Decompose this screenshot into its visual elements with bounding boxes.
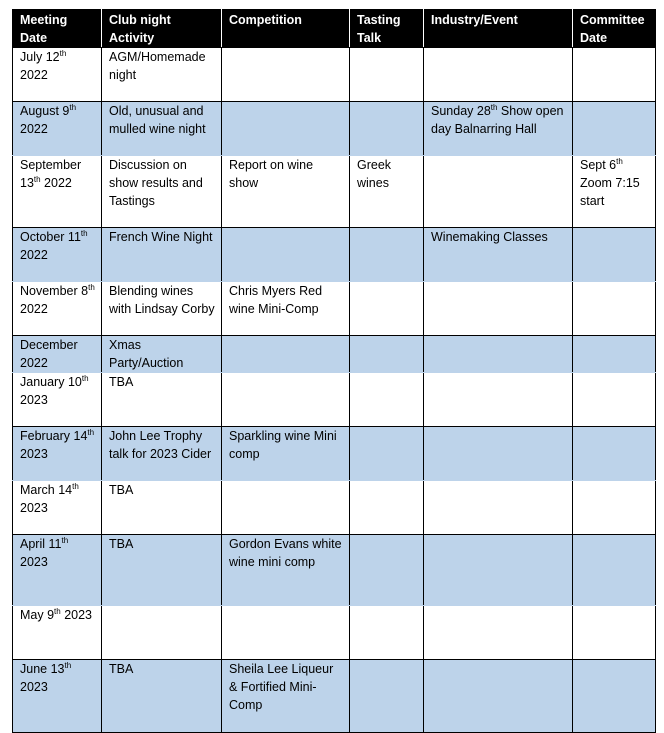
cell-meeting-date: October 11th 2022 — [13, 228, 102, 282]
cell-meeting-date: November 8th 2022 — [13, 282, 102, 336]
table-row — [13, 228, 656, 282]
header-committee-date: Committee Date — [573, 10, 656, 48]
cell-committee-date — [573, 48, 656, 102]
cell-tasting-talk: Greek wines — [350, 156, 424, 228]
cell-club-night-activity: TBA — [102, 481, 222, 535]
table-row — [13, 373, 656, 427]
cell-committee-date — [573, 481, 656, 535]
cell-industry-event — [424, 156, 573, 228]
cell-competition — [222, 606, 350, 660]
table-row — [13, 606, 656, 660]
cell-competition — [222, 373, 350, 427]
cell-meeting-date: August 9th 2022 — [13, 102, 102, 156]
cell-meeting-date: April 11th 2023 — [13, 535, 102, 606]
cell-committee-date — [573, 228, 656, 282]
table-row — [13, 535, 656, 606]
table-row — [13, 660, 656, 733]
cell-competition: Chris Myers Red wine Mini-Comp — [222, 282, 350, 336]
cell-club-night-activity: Discussion on show results and Tastings — [102, 156, 222, 228]
cell-tasting-talk — [350, 102, 424, 156]
header-competition: Competition — [222, 10, 350, 48]
cell-industry-event — [424, 336, 573, 373]
cell-tasting-talk — [350, 481, 424, 535]
cell-competition — [222, 336, 350, 373]
table-row — [13, 427, 656, 481]
cell-tasting-talk — [350, 336, 424, 373]
header-club-night-activity: Club night Activity — [102, 10, 222, 48]
cell-committee-date — [573, 427, 656, 481]
cell-tasting-talk — [350, 535, 424, 606]
cell-industry-event — [424, 606, 573, 660]
cell-committee-date — [573, 336, 656, 373]
cell-competition — [222, 481, 350, 535]
cell-club-night-activity — [102, 606, 222, 660]
cell-tasting-talk — [350, 427, 424, 481]
cell-industry-event — [424, 48, 573, 102]
cell-meeting-date: February 14th 2023 — [13, 427, 102, 481]
cell-meeting-date: December 2022 — [13, 336, 102, 373]
cell-tasting-talk — [350, 606, 424, 660]
cell-industry-event — [424, 373, 573, 427]
cell-industry-event — [424, 282, 573, 336]
cell-committee-date — [573, 102, 656, 156]
cell-club-night-activity: TBA — [102, 535, 222, 606]
cell-meeting-date: June 13th 2023 — [13, 660, 102, 733]
header-row — [13, 10, 656, 48]
cell-tasting-talk — [350, 373, 424, 427]
cell-competition — [222, 48, 350, 102]
cell-meeting-date: May 9th 2023 — [13, 606, 102, 660]
cell-meeting-date: July 12th 2022 — [13, 48, 102, 102]
cell-club-night-activity: AGM/Homemade night — [102, 48, 222, 102]
cell-competition: Gordon Evans white wine mini comp — [222, 535, 350, 606]
cell-club-night-activity: French Wine Night — [102, 228, 222, 282]
cell-competition: Report on wine show — [222, 156, 350, 228]
table-row — [13, 48, 656, 102]
cell-industry-event — [424, 481, 573, 535]
cell-committee-date — [573, 535, 656, 606]
cell-tasting-talk — [350, 660, 424, 733]
cell-committee-date — [573, 282, 656, 336]
cell-club-night-activity: TBA — [102, 660, 222, 733]
cell-committee-date — [573, 606, 656, 660]
cell-committee-date: Sept 6th Zoom 7:15 start — [573, 156, 656, 228]
table-row — [13, 336, 656, 373]
cell-meeting-date: January 10th 2023 — [13, 373, 102, 427]
cell-committee-date — [573, 660, 656, 733]
cell-club-night-activity: Blending wines with Lindsay Corby — [102, 282, 222, 336]
meeting-schedule-table — [12, 9, 656, 733]
cell-meeting-date: September 13th 2022 — [13, 156, 102, 228]
cell-club-night-activity: TBA — [102, 373, 222, 427]
cell-industry-event: Sunday 28th Show open day Balnarring Hall — [424, 102, 573, 156]
cell-committee-date — [573, 373, 656, 427]
cell-club-night-activity: Xmas Party/Auction — [102, 336, 222, 373]
cell-industry-event — [424, 535, 573, 606]
cell-industry-event — [424, 660, 573, 733]
header-tasting-talk: Tasting Talk — [350, 10, 424, 48]
cell-industry-event — [424, 427, 573, 481]
cell-club-night-activity: Old, unusual and mulled wine night — [102, 102, 222, 156]
table-row — [13, 481, 656, 535]
table-row — [13, 156, 656, 228]
cell-competition — [222, 228, 350, 282]
cell-tasting-talk — [350, 48, 424, 102]
header-industry-event: Industry/Event — [424, 10, 573, 48]
header-meeting-date: Meeting Date — [13, 10, 102, 48]
cell-tasting-talk — [350, 282, 424, 336]
table-row — [13, 102, 656, 156]
cell-tasting-talk — [350, 228, 424, 282]
cell-meeting-date: March 14th 2023 — [13, 481, 102, 535]
cell-industry-event: Winemaking Classes — [424, 228, 573, 282]
table-row — [13, 282, 656, 336]
cell-competition: Sparkling wine Mini comp — [222, 427, 350, 481]
cell-competition: Sheila Lee Liqueur & Fortified Mini-Comp — [222, 660, 350, 733]
cell-club-night-activity: John Lee Trophy talk for 2023 Cider — [102, 427, 222, 481]
cell-competition — [222, 102, 350, 156]
